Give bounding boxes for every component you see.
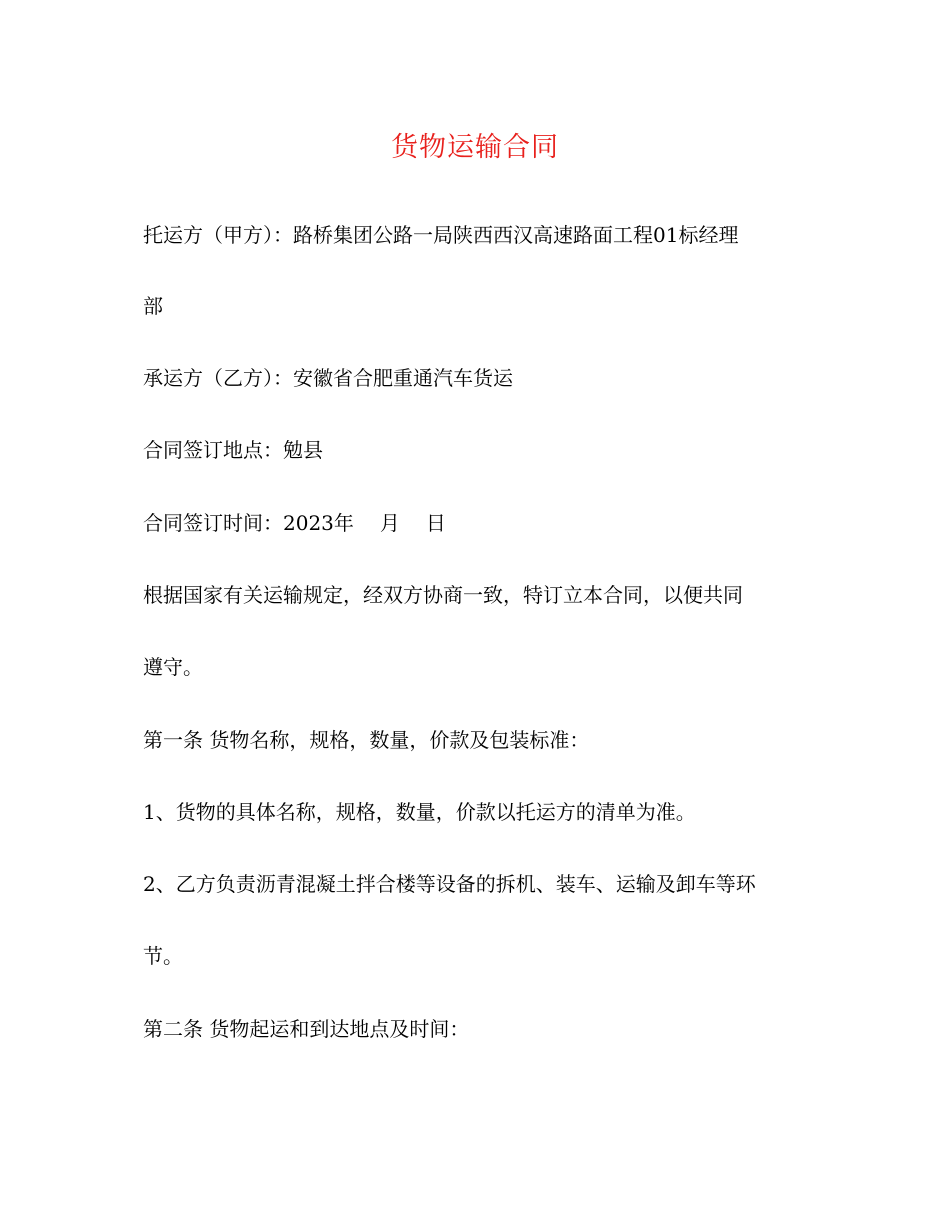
carrier-line: 承运方（乙方）：安徽省合肥重通汽车货运 bbox=[143, 366, 513, 390]
preamble-line-2: 遵守。 bbox=[143, 655, 203, 679]
signing-place-line: 合同签订地点：勉县 bbox=[143, 438, 323, 462]
signing-time-line bbox=[143, 508, 823, 538]
document-title: 货物运输合同 bbox=[391, 132, 559, 163]
article1-item2-line-2: 节。 bbox=[143, 944, 183, 968]
preamble-line-1: 根据国家有关运输规定，经双方协商一致，特订立本合同，以便共同 bbox=[143, 583, 743, 607]
signing-time-day: 日 bbox=[425, 511, 446, 535]
shipper-line-1: 托运方（甲方）：路桥集团公路一局陕西西汉高速路面工程01标经理 bbox=[143, 223, 739, 247]
article1-item2-line-1: 2、乙方负责沥青混凝土拌合楼等设备的拆机、装车、运输及卸车等环 bbox=[143, 872, 756, 896]
article2-heading: 第二条 货物起运和到达地点及时间： bbox=[143, 1017, 470, 1041]
signing-time-prefix: 合同签订时间：2023年 bbox=[143, 511, 354, 535]
article1-heading: 第一条 货物名称，规格，数量，价款及包装标准： bbox=[143, 728, 590, 752]
article1-item1: 1、货物的具体名称，规格，数量，价款以托运方的清单为准。 bbox=[143, 800, 696, 824]
shipper-line-2: 部 bbox=[143, 294, 163, 318]
signing-time-month: 月 bbox=[379, 511, 400, 535]
